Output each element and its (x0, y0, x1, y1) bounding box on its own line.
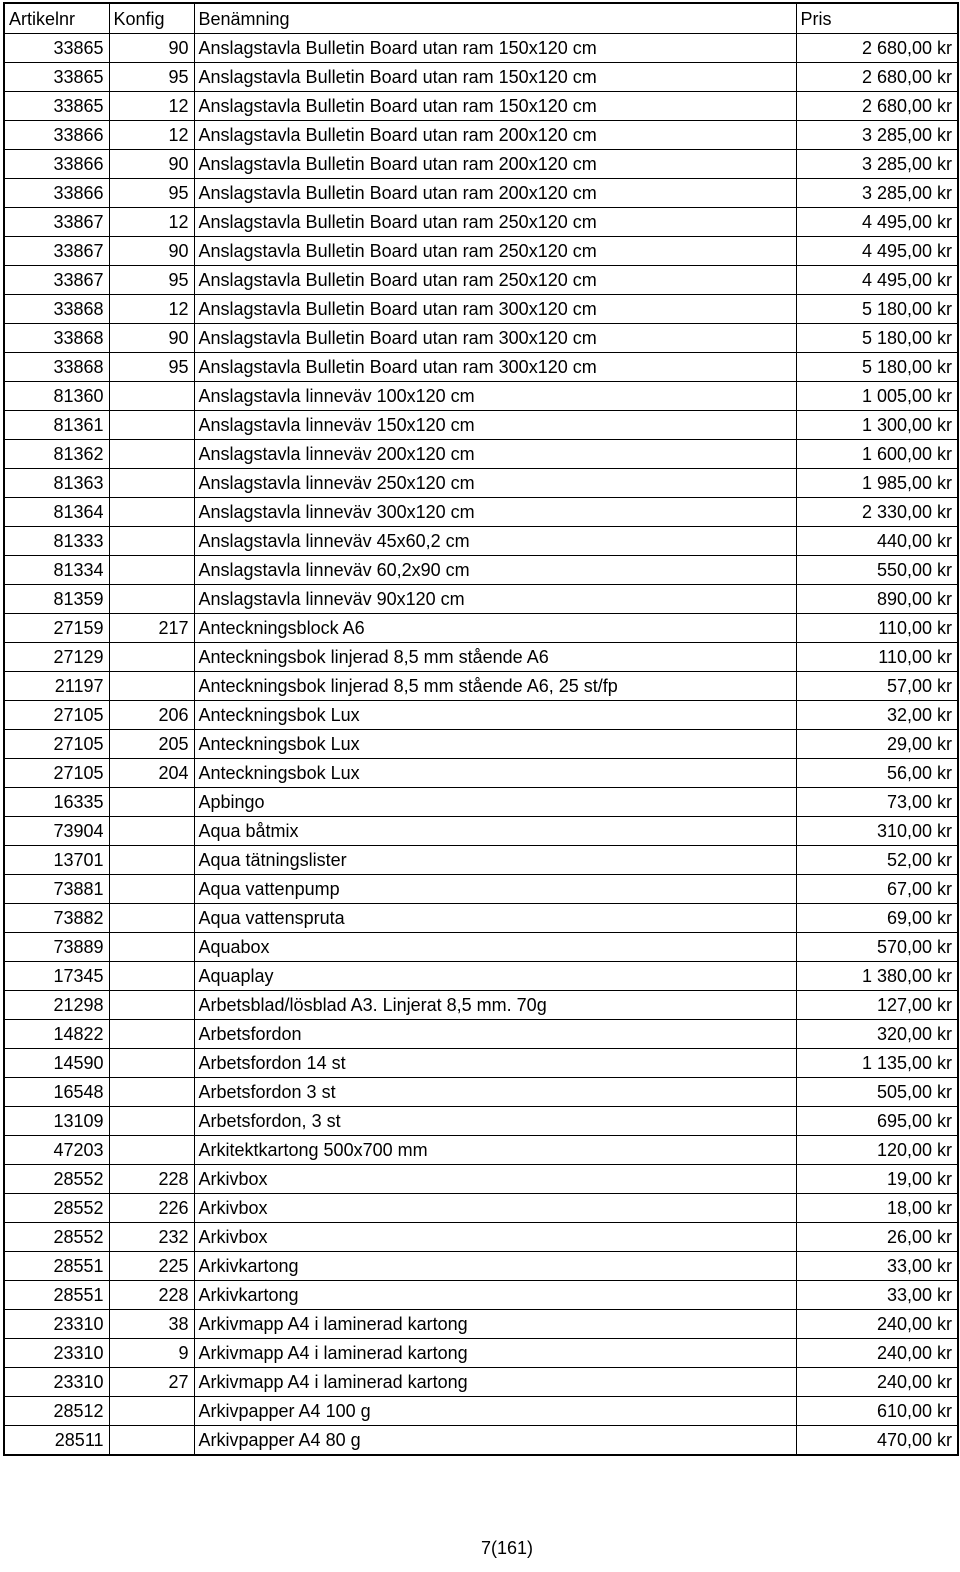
config-cell (109, 1049, 194, 1078)
table-row (4, 991, 958, 1020)
table-row (4, 208, 958, 237)
price-cell: 610,00 kr (796, 1397, 958, 1426)
price-cell: 5 180,00 kr (796, 295, 958, 324)
article-number-cell: 81359 (4, 585, 109, 614)
config-cell (109, 440, 194, 469)
product-name-cell: Apbingo (194, 788, 796, 817)
price-cell: 2 680,00 kr (796, 63, 958, 92)
price-cell: 32,00 kr (796, 701, 958, 730)
table-row (4, 411, 958, 440)
config-cell (109, 498, 194, 527)
price-cell: 4 495,00 kr (796, 237, 958, 266)
price-cell: 69,00 kr (796, 904, 958, 933)
table-row (4, 1020, 958, 1049)
config-cell: 232 (109, 1223, 194, 1252)
price-cell: 310,00 kr (796, 817, 958, 846)
article-number-cell: 28552 (4, 1223, 109, 1252)
header-name: Benämning (194, 3, 796, 34)
product-name-cell: Arkivmapp A4 i laminerad kartong (194, 1368, 796, 1397)
price-cell: 3 285,00 kr (796, 179, 958, 208)
table-row (4, 1310, 958, 1339)
product-name-cell: Anslagstavla linneväv 300x120 cm (194, 498, 796, 527)
config-cell: 226 (109, 1194, 194, 1223)
article-number-cell: 33866 (4, 121, 109, 150)
price-cell: 56,00 kr (796, 759, 958, 788)
product-name-cell: Aqua vattenspruta (194, 904, 796, 933)
article-number-cell: 13701 (4, 846, 109, 875)
article-number-cell: 33867 (4, 208, 109, 237)
price-cell: 240,00 kr (796, 1310, 958, 1339)
table-row (4, 498, 958, 527)
table-row (4, 527, 958, 556)
article-number-cell: 28552 (4, 1165, 109, 1194)
table-row (4, 1049, 958, 1078)
product-name-cell: Arkivmapp A4 i laminerad kartong (194, 1310, 796, 1339)
article-number-cell: 81363 (4, 469, 109, 498)
product-name-cell: Arkivbox (194, 1165, 796, 1194)
price-cell: 1 985,00 kr (796, 469, 958, 498)
product-name-cell: Arbetsfordon, 3 st (194, 1107, 796, 1136)
product-name-cell: Arkitektkartong 500x700 mm (194, 1136, 796, 1165)
article-number-cell: 33868 (4, 353, 109, 382)
price-cell: 320,00 kr (796, 1020, 958, 1049)
product-name-cell: Arkivkartong (194, 1281, 796, 1310)
table-row (4, 1281, 958, 1310)
table-row (4, 701, 958, 730)
article-number-cell: 27159 (4, 614, 109, 643)
product-name-cell: Anslagstavla Bulletin Board utan ram 250x120 cm (194, 266, 796, 295)
product-name-cell: Anslagstavla Bulletin Board utan ram 300x120 cm (194, 295, 796, 324)
product-name-cell: Anslagstavla linneväv 60,2x90 cm (194, 556, 796, 585)
config-cell: 228 (109, 1165, 194, 1194)
product-name-cell: Arbetsfordon (194, 1020, 796, 1049)
price-list-table (3, 2, 959, 1456)
config-cell: 12 (109, 208, 194, 237)
price-cell: 240,00 kr (796, 1339, 958, 1368)
price-cell: 3 285,00 kr (796, 150, 958, 179)
config-cell: 90 (109, 324, 194, 353)
product-name-cell: Arkivpapper A4 80 g (194, 1426, 796, 1456)
product-name-cell: Anslagstavla Bulletin Board utan ram 250x120 cm (194, 237, 796, 266)
price-cell: 33,00 kr (796, 1252, 958, 1281)
price-cell: 440,00 kr (796, 527, 958, 556)
product-name-cell: Anslagstavla linneväv 45x60,2 cm (194, 527, 796, 556)
table-row (4, 1194, 958, 1223)
product-name-cell: Anslagstavla Bulletin Board utan ram 250x120 cm (194, 208, 796, 237)
product-name-cell: Anslagstavla Bulletin Board utan ram 200x120 cm (194, 150, 796, 179)
table-row (4, 440, 958, 469)
product-name-cell: Anteckningsblock A6 (194, 614, 796, 643)
price-cell: 67,00 kr (796, 875, 958, 904)
table-row (4, 237, 958, 266)
table-row (4, 469, 958, 498)
config-cell (109, 962, 194, 991)
article-number-cell: 17345 (4, 962, 109, 991)
product-name-cell: Arkivbox (194, 1194, 796, 1223)
config-cell (109, 527, 194, 556)
article-number-cell: 33867 (4, 266, 109, 295)
article-number-cell: 28511 (4, 1426, 109, 1456)
product-name-cell: Anslagstavla linneväv 200x120 cm (194, 440, 796, 469)
table-row (4, 34, 958, 63)
table-row (4, 1223, 958, 1252)
price-cell: 570,00 kr (796, 933, 958, 962)
table-row (4, 556, 958, 585)
price-cell: 240,00 kr (796, 1368, 958, 1397)
config-cell: 9 (109, 1339, 194, 1368)
table-row (4, 933, 958, 962)
table-body (4, 34, 958, 1456)
price-cell: 890,00 kr (796, 585, 958, 614)
table-row (4, 1426, 958, 1456)
config-cell (109, 991, 194, 1020)
config-cell (109, 904, 194, 933)
product-name-cell: Anteckningsbok Lux (194, 730, 796, 759)
product-name-cell: Anslagstavla linneväv 250x120 cm (194, 469, 796, 498)
product-name-cell: Aqua båtmix (194, 817, 796, 846)
config-cell (109, 556, 194, 585)
table-row (4, 585, 958, 614)
price-cell: 19,00 kr (796, 1165, 958, 1194)
article-number-cell: 33867 (4, 237, 109, 266)
header-row (4, 3, 958, 34)
config-cell (109, 1426, 194, 1456)
table-row (4, 353, 958, 382)
config-cell (109, 1020, 194, 1049)
table-row (4, 1136, 958, 1165)
config-cell: 95 (109, 266, 194, 295)
product-name-cell: Anslagstavla Bulletin Board utan ram 200x120 cm (194, 121, 796, 150)
article-number-cell: 81364 (4, 498, 109, 527)
article-number-cell: 28551 (4, 1252, 109, 1281)
price-cell: 4 495,00 kr (796, 266, 958, 295)
price-cell: 57,00 kr (796, 672, 958, 701)
article-number-cell: 33866 (4, 150, 109, 179)
article-number-cell: 81361 (4, 411, 109, 440)
article-number-cell: 33865 (4, 92, 109, 121)
config-cell (109, 846, 194, 875)
price-cell: 470,00 kr (796, 1426, 958, 1456)
table-row (4, 179, 958, 208)
product-name-cell: Arkivbox (194, 1223, 796, 1252)
price-cell: 505,00 kr (796, 1078, 958, 1107)
table-row (4, 614, 958, 643)
article-number-cell: 33865 (4, 63, 109, 92)
price-cell: 1 300,00 kr (796, 411, 958, 440)
price-cell: 550,00 kr (796, 556, 958, 585)
product-name-cell: Anslagstavla Bulletin Board utan ram 200x120 cm (194, 179, 796, 208)
table-header (4, 3, 958, 34)
product-name-cell: Anslagstavla Bulletin Board utan ram 150x120 cm (194, 63, 796, 92)
product-name-cell: Arkivkartong (194, 1252, 796, 1281)
article-number-cell: 33866 (4, 179, 109, 208)
product-name-cell: Arbetsfordon 3 st (194, 1078, 796, 1107)
article-number-cell: 73882 (4, 904, 109, 933)
table-row (4, 1252, 958, 1281)
config-cell (109, 817, 194, 846)
product-name-cell: Arkivmapp A4 i laminerad kartong (194, 1339, 796, 1368)
table-row (4, 759, 958, 788)
table-row (4, 672, 958, 701)
config-cell: 225 (109, 1252, 194, 1281)
price-cell: 1 005,00 kr (796, 382, 958, 411)
product-name-cell: Arbetsblad/lösblad A3. Linjerat 8,5 mm. 70g (194, 991, 796, 1020)
config-cell (109, 1397, 194, 1426)
table-row (4, 121, 958, 150)
config-cell: 95 (109, 63, 194, 92)
product-name-cell: Anslagstavla Bulletin Board utan ram 150x120 cm (194, 34, 796, 63)
table-row (4, 962, 958, 991)
article-number-cell: 73904 (4, 817, 109, 846)
product-name-cell: Anteckningsbok linjerad 8,5 mm stående A6, 25 st/fp (194, 672, 796, 701)
header-config: Konfig (109, 3, 194, 34)
article-number-cell: 28551 (4, 1281, 109, 1310)
config-cell (109, 1136, 194, 1165)
table-row (4, 1078, 958, 1107)
price-cell: 73,00 kr (796, 788, 958, 817)
article-number-cell: 27105 (4, 730, 109, 759)
table-row (4, 788, 958, 817)
table-row (4, 817, 958, 846)
table-row (4, 150, 958, 179)
price-cell: 1 380,00 kr (796, 962, 958, 991)
header-price: Pris (796, 3, 958, 34)
table-row (4, 1339, 958, 1368)
config-cell (109, 1107, 194, 1136)
table-row (4, 1397, 958, 1426)
product-name-cell: Anslagstavla linneväv 90x120 cm (194, 585, 796, 614)
product-name-cell: Aquabox (194, 933, 796, 962)
price-cell: 29,00 kr (796, 730, 958, 759)
product-name-cell: Aqua vattenpump (194, 875, 796, 904)
article-number-cell: 23310 (4, 1310, 109, 1339)
config-cell: 90 (109, 150, 194, 179)
table-row (4, 1368, 958, 1397)
article-number-cell: 73889 (4, 933, 109, 962)
config-cell: 205 (109, 730, 194, 759)
config-cell: 204 (109, 759, 194, 788)
table-row (4, 846, 958, 875)
price-cell: 2 680,00 kr (796, 92, 958, 121)
price-cell: 110,00 kr (796, 643, 958, 672)
config-cell (109, 411, 194, 440)
config-cell: 95 (109, 353, 194, 382)
price-cell: 33,00 kr (796, 1281, 958, 1310)
price-cell: 1 135,00 kr (796, 1049, 958, 1078)
config-cell (109, 672, 194, 701)
product-name-cell: Anteckningsbok Lux (194, 701, 796, 730)
table-row (4, 1165, 958, 1194)
product-name-cell: Aqua tätningslister (194, 846, 796, 875)
config-cell: 27 (109, 1368, 194, 1397)
config-cell (109, 933, 194, 962)
config-cell: 12 (109, 92, 194, 121)
product-name-cell: Anteckningsbok Lux (194, 759, 796, 788)
price-cell: 26,00 kr (796, 1223, 958, 1252)
config-cell: 12 (109, 121, 194, 150)
price-cell: 5 180,00 kr (796, 353, 958, 382)
config-cell: 228 (109, 1281, 194, 1310)
table-row (4, 382, 958, 411)
price-cell: 3 285,00 kr (796, 121, 958, 150)
article-number-cell: 33868 (4, 324, 109, 353)
price-cell: 18,00 kr (796, 1194, 958, 1223)
config-cell (109, 585, 194, 614)
article-number-cell: 73881 (4, 875, 109, 904)
article-number-cell: 13109 (4, 1107, 109, 1136)
page-number: 7(161) (480, 1538, 534, 1558)
config-cell (109, 382, 194, 411)
product-name-cell: Anslagstavla Bulletin Board utan ram 300x120 cm (194, 324, 796, 353)
product-name-cell: Anslagstavla Bulletin Board utan ram 150x120 cm (194, 92, 796, 121)
table-row (4, 266, 958, 295)
price-cell: 4 495,00 kr (796, 208, 958, 237)
config-cell: 38 (109, 1310, 194, 1339)
article-number-cell: 47203 (4, 1136, 109, 1165)
article-number-cell: 81362 (4, 440, 109, 469)
article-number-cell: 23310 (4, 1368, 109, 1397)
config-cell: 12 (109, 295, 194, 324)
table-row (4, 875, 958, 904)
price-cell: 1 600,00 kr (796, 440, 958, 469)
article-number-cell: 33868 (4, 295, 109, 324)
price-cell: 120,00 kr (796, 1136, 958, 1165)
price-cell: 110,00 kr (796, 614, 958, 643)
article-number-cell: 14590 (4, 1049, 109, 1078)
config-cell (109, 788, 194, 817)
price-cell: 2 330,00 kr (796, 498, 958, 527)
table-row (4, 92, 958, 121)
table-row (4, 324, 958, 353)
product-name-cell: Aquaplay (194, 962, 796, 991)
price-cell: 127,00 kr (796, 991, 958, 1020)
table-row (4, 295, 958, 324)
table-row (4, 730, 958, 759)
config-cell (109, 469, 194, 498)
article-number-cell: 21197 (4, 672, 109, 701)
article-number-cell: 27105 (4, 759, 109, 788)
product-name-cell: Arkivpapper A4 100 g (194, 1397, 796, 1426)
table-row (4, 63, 958, 92)
config-cell (109, 875, 194, 904)
article-number-cell: 28552 (4, 1194, 109, 1223)
article-number-cell: 81334 (4, 556, 109, 585)
article-number-cell: 81360 (4, 382, 109, 411)
config-cell (109, 643, 194, 672)
config-cell: 90 (109, 237, 194, 266)
product-name-cell: Anteckningsbok linjerad 8,5 mm stående A6 (194, 643, 796, 672)
table-row (4, 643, 958, 672)
config-cell: 217 (109, 614, 194, 643)
article-number-cell: 81333 (4, 527, 109, 556)
table-row (4, 1107, 958, 1136)
article-number-cell: 27129 (4, 643, 109, 672)
product-name-cell: Anslagstavla linneväv 100x120 cm (194, 382, 796, 411)
price-cell: 695,00 kr (796, 1107, 958, 1136)
article-number-cell: 33865 (4, 34, 109, 63)
config-cell: 95 (109, 179, 194, 208)
article-number-cell: 21298 (4, 991, 109, 1020)
product-name-cell: Anslagstavla Bulletin Board utan ram 300x120 cm (194, 353, 796, 382)
article-number-cell: 28512 (4, 1397, 109, 1426)
config-cell: 206 (109, 701, 194, 730)
article-number-cell: 14822 (4, 1020, 109, 1049)
article-number-cell: 27105 (4, 701, 109, 730)
price-cell: 5 180,00 kr (796, 324, 958, 353)
article-number-cell: 16548 (4, 1078, 109, 1107)
product-name-cell: Anslagstavla linneväv 150x120 cm (194, 411, 796, 440)
header-article-number: Artikelnr (4, 3, 109, 34)
price-cell: 52,00 kr (796, 846, 958, 875)
product-name-cell: Arbetsfordon 14 st (194, 1049, 796, 1078)
config-cell (109, 1078, 194, 1107)
price-cell: 2 680,00 kr (796, 34, 958, 63)
table-row (4, 904, 958, 933)
article-number-cell: 16335 (4, 788, 109, 817)
article-number-cell: 23310 (4, 1339, 109, 1368)
config-cell: 90 (109, 34, 194, 63)
